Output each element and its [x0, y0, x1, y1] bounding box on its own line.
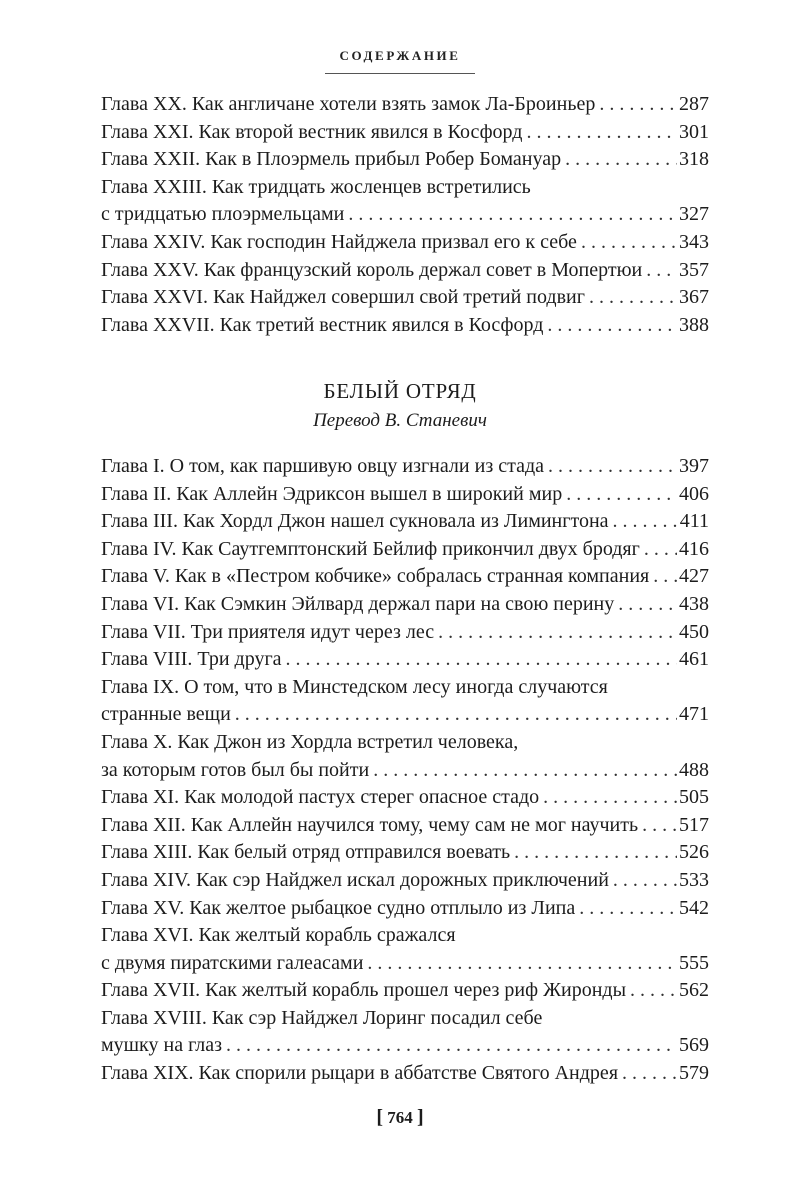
- dot-leader: [438, 619, 677, 647]
- toc-entry[interactable]: [101, 922, 709, 977]
- toc-entry-title: Глава XIX. Как спорили рыцари в аббатстве Святого Андрея: [101, 1062, 619, 1085]
- dot-leader: [630, 977, 677, 1005]
- toc-entry-page: 427: [679, 565, 709, 588]
- toc-entry[interactable]: [101, 812, 709, 840]
- toc-entry-title-line1: Глава XXIII. Как тридцать жосленцев встретились: [101, 175, 531, 198]
- folio-bracket-close: ]: [417, 1106, 424, 1128]
- dot-leader: [613, 867, 677, 895]
- dot-leader: [286, 646, 677, 674]
- toc-entry-title: Глава II. Как Аллейн Эдриксон вышел в широкий мир: [101, 482, 563, 505]
- dot-leader: [579, 895, 677, 923]
- toc-entry-page: 388: [679, 313, 709, 336]
- section-title: БЕЛЫЙ ОТРЯД: [323, 379, 477, 403]
- toc-entry[interactable]: [101, 646, 709, 674]
- toc-entry-page: 287: [679, 93, 709, 115]
- toc-entry-title: Глава VII. Три приятеля идут через лес: [101, 620, 435, 643]
- dot-leader: [646, 257, 677, 285]
- toc-entry-title-line1: Глава XVI. Как желтый корабль сражался: [101, 924, 456, 947]
- toc-entry[interactable]: [101, 895, 709, 923]
- toc-entry[interactable]: [101, 229, 709, 257]
- toc-entry-title: Глава III. Как Хордл Джон нашел сукновала из Лимингтона: [101, 510, 609, 533]
- toc-entry-title: Глава XX. Как англичане хотели взять замок Ла-Броиньер: [101, 93, 596, 115]
- toc-entry-title: Глава IV. Как Саутгемптонский Бейлиф прикончил двух бродяг: [101, 537, 640, 560]
- toc-entry[interactable]: [101, 1060, 709, 1088]
- toc-entry-title: Глава XXVI. Как Найджел совершил свой третий подвиг: [101, 286, 585, 309]
- toc-entry-page: 471: [679, 703, 709, 726]
- dot-leader: [565, 146, 677, 174]
- section-translator: Перевод В. Станевич: [313, 410, 487, 431]
- toc-entry-title-line1: Глава XVIII. Как сэр Найджел Лоринг посадил себе: [101, 1006, 543, 1029]
- toc-entry-page: 327: [679, 203, 709, 226]
- toc-entry-page: 411: [679, 510, 709, 533]
- toc-entry-page: 416: [679, 537, 709, 560]
- toc-entry-page: 438: [679, 592, 709, 615]
- folio-bracket-open: [: [376, 1106, 383, 1128]
- dot-leader: [589, 284, 677, 312]
- dot-leader: [618, 591, 677, 619]
- dot-leader: [599, 91, 677, 119]
- toc-entry[interactable]: [101, 481, 709, 509]
- dot-leader: [348, 201, 677, 229]
- toc-entry[interactable]: [101, 312, 709, 340]
- toc-entry-title-line1: Глава IX. О том, что в Минстедском лесу иногда случаются: [101, 675, 608, 698]
- toc-entry[interactable]: [101, 91, 709, 119]
- header-rule: [325, 73, 475, 74]
- toc-entry-title: Глава XIII. Как белый отряд отправился воевать: [101, 841, 511, 864]
- toc-entry[interactable]: [101, 977, 709, 1005]
- toc-entry-title: Глава VIII. Три друга: [101, 648, 282, 671]
- toc-entry[interactable]: [101, 839, 709, 867]
- dot-leader: [581, 229, 677, 257]
- dot-leader: [644, 536, 677, 564]
- dot-leader: [622, 1060, 677, 1088]
- toc-entry-page: 505: [679, 786, 709, 809]
- toc-entry-title: Глава XVII. Как желтый корабль прошел через риф Жиронды: [101, 979, 627, 1002]
- toc-entry-title: мушку на глаз: [101, 1034, 223, 1057]
- folio-number: 764: [387, 1108, 413, 1127]
- toc-entry-page: 533: [679, 868, 709, 891]
- toc-entry-title: Глава XI. Как молодой пастух стерег опасное стадо: [101, 786, 540, 809]
- toc-entry-page: 318: [679, 148, 709, 171]
- toc-entry[interactable]: [101, 1005, 709, 1060]
- toc-entry-title: за которым готов был бы пойти: [101, 758, 370, 781]
- toc-entry-page: 367: [679, 286, 709, 309]
- toc-entry[interactable]: [101, 591, 709, 619]
- toc-entry[interactable]: [101, 257, 709, 285]
- toc-entry-title: Глава XII. Как Аллейн научился тому, чему сам не мог научить: [101, 813, 639, 836]
- toc-entry-page: 397: [679, 455, 709, 477]
- toc-entry[interactable]: [101, 119, 709, 147]
- dot-leader: [613, 508, 678, 536]
- toc-entry[interactable]: [101, 174, 709, 229]
- toc-entry-title-line1: Глава X. Как Джон из Хордла встретил человека,: [101, 730, 519, 753]
- dot-leader: [642, 812, 677, 840]
- toc-entry-page: 555: [679, 951, 709, 974]
- toc-entry-page: 526: [679, 841, 709, 864]
- dot-leader: [543, 784, 677, 812]
- toc-entry-title: Глава I. О том, как паршивую овцу изгнали из стада: [101, 455, 545, 477]
- running-head: СОДЕРЖАНИЕ: [339, 48, 461, 63]
- toc-entry-page: 517: [679, 813, 709, 836]
- toc-entry-page: 406: [679, 482, 709, 505]
- toc-entry[interactable]: [101, 146, 709, 174]
- toc-entry-page: 569: [679, 1034, 709, 1057]
- toc-entry-page: 562: [679, 979, 709, 1002]
- dot-leader: [514, 839, 677, 867]
- toc-entry[interactable]: [101, 563, 709, 591]
- toc-entry[interactable]: [101, 867, 709, 895]
- dot-leader: [547, 312, 677, 340]
- dot-leader: [226, 1032, 677, 1060]
- toc-entry-title: с двумя пиратскими галеасами: [101, 951, 364, 974]
- toc-list-top: [101, 91, 709, 339]
- toc-entry[interactable]: [101, 508, 709, 536]
- toc-entry-page: 488: [679, 758, 709, 781]
- toc-entry[interactable]: [101, 674, 709, 729]
- toc-entry-title: Глава XXII. Как в Плоэрмель прибыл Робер Бомануар: [101, 148, 562, 171]
- toc-entry-page: 301: [679, 120, 709, 143]
- toc-entry[interactable]: [101, 284, 709, 312]
- toc-entry-page: 450: [679, 620, 709, 643]
- dot-leader: [367, 950, 677, 978]
- toc-entry-title: с тридцатью плоэрмельцами: [101, 203, 345, 226]
- toc-entry[interactable]: [101, 453, 709, 481]
- dot-leader: [653, 563, 677, 591]
- toc-entry-title: Глава VI. Как Сэмкин Эйлвард держал пари на свою перину: [101, 592, 615, 615]
- toc-entry-title: Глава XXVII. Как третий вестник явился в Косфорд: [101, 313, 544, 336]
- toc-list-bottom: [101, 453, 709, 1088]
- toc-entry[interactable]: [101, 536, 709, 564]
- toc-entry-title: странные вещи: [101, 703, 231, 726]
- dot-leader: [548, 453, 677, 481]
- dot-leader: [566, 481, 677, 509]
- toc-entry-page: 579: [679, 1062, 709, 1085]
- toc-entry-title: Глава XXI. Как второй вестник явился в Косфорд: [101, 120, 523, 143]
- toc-entry[interactable]: [101, 784, 709, 812]
- toc-entry[interactable]: [101, 729, 709, 784]
- toc-entry-title: Глава XIV. Как сэр Найджел искал дорожных приключений: [101, 868, 609, 891]
- toc-entry-page: 357: [679, 258, 709, 281]
- dot-leader: [526, 119, 677, 147]
- toc-entry-title: Глава V. Как в «Пестром кобчике» собралась странная компания: [101, 565, 650, 588]
- toc-entry-page: 343: [679, 230, 709, 253]
- toc-entry-page: 542: [679, 896, 709, 919]
- dot-leader: [373, 757, 677, 785]
- toc-entry[interactable]: [101, 619, 709, 647]
- toc-entry-title: Глава XV. Как желтое рыбацкое судно отплыло из Липа: [101, 896, 576, 919]
- dot-leader: [235, 701, 677, 729]
- page-number: [0, 1106, 800, 1129]
- toc-entry-title: Глава XXIV. Как господин Найджела призвал его к себе: [101, 230, 577, 253]
- toc-entry-title: Глава XXV. Как французский король держал совет в Мопертюи: [101, 258, 643, 281]
- toc-entry-page: 461: [679, 648, 709, 671]
